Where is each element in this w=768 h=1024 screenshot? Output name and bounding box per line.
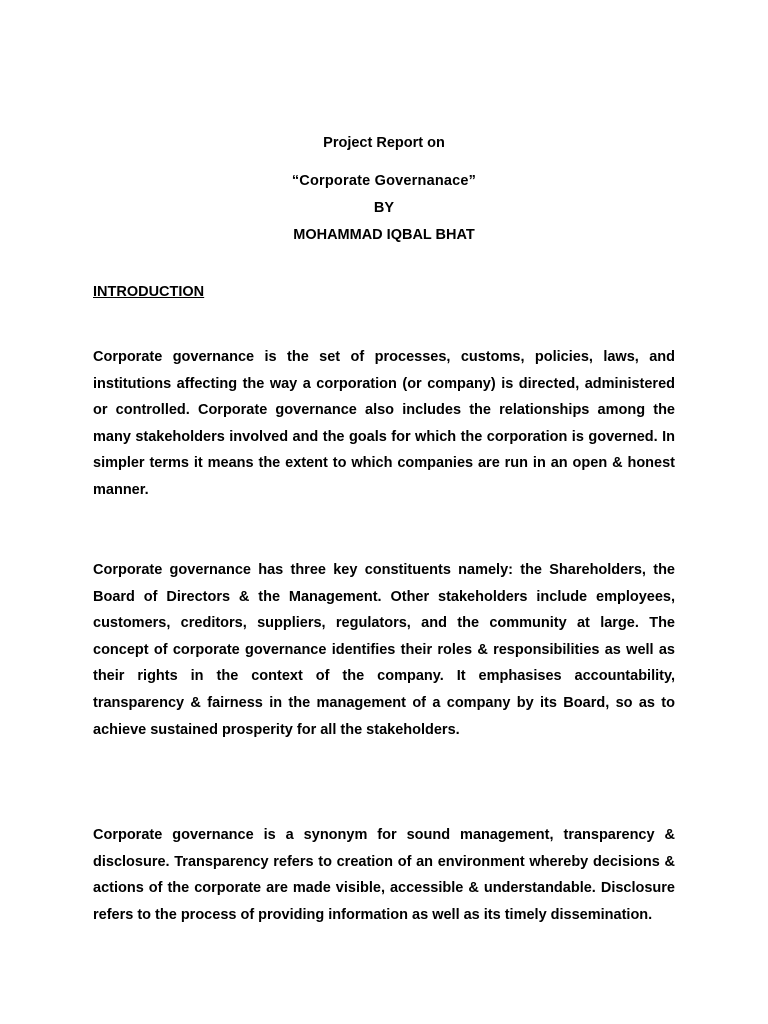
report-topic: “Corporate Governanace” [291, 173, 477, 189]
section-heading-introduction: INTRODUCTION [93, 284, 205, 300]
paragraph-3: Corporate governance is a synonym for sound management, transparency & disclosure. Transparency refers to creation of an environment whereby decisions & actions of the corporate are made visible, accessible & understandable. Disclosure refers to the process of providing information as well as its timely dissemination. [93, 827, 675, 923]
paragraph-2: Corporate governance has three key constituents namely: the Shareholders, the Board of Directors & the Management. Other stakeholders include employees, customers, creditors, suppliers, regulators, and the community at large. The concept of corporate governance identifies their roles & responsibilities as well as their rights in the context of the company. It emphasises accountability, transparency & fairness in the management of a company by its Board, so as to achieve sustained prosperity for all the stakeholders. [93, 562, 675, 738]
paragraph-1: Corporate governance is the set of processes, customs, policies, laws, and institutions affecting the way a corporation (or company) is directed, administered or controlled. Corporate governance also includes the relationships among the many stakeholders involved and the goals for which the corporation is governed. In simpler terms it means the extent to which companies are run in an open & honest manner. [93, 349, 675, 498]
author-name: MOHAMMAD IQBAL BHAT [293, 227, 475, 243]
report-title: Project Report on [323, 135, 445, 151]
by-label: BY [373, 200, 395, 216]
